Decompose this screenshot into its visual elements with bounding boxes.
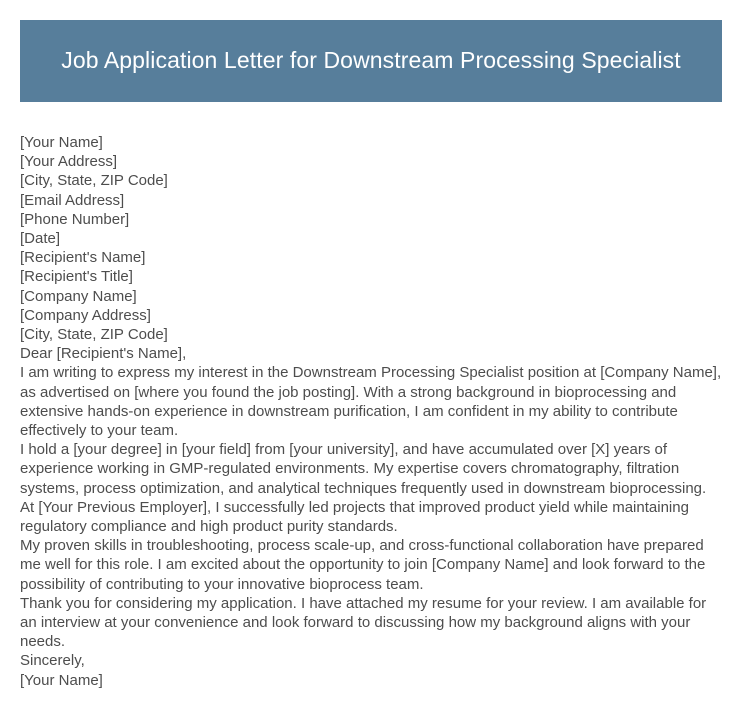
recipient-line: [Company Address] [20,306,151,324]
body-paragraph: Thank you for considering my application. I have attached my resume for your review. I am available for an interview at your convenience and look forward to discussing how my background aligns with your needs. [20,594,707,651]
recipient-line: [City, State, ZIP Code] [20,326,168,344]
closing: Sincerely, [20,652,85,670]
signature: [Your Name] [20,671,103,689]
recipient-address-block [20,248,723,344]
recipient-line: [Recipient's Name] [20,249,146,267]
sender-line: [Your Name] [20,134,103,151]
body-paragraph: I hold a [your degree] in [your field] from [your university], and have accumulated over [X] years of experience working in GMP-regulated environments. My expertise covers chromatography, filtration systems, process optimization, and analytical techniques frequently used in downstream bioprocessing. At [Your Previous Employer], I successfully led projects that improved product yield while maintaining regulatory compliance and high product purity standards. [20,441,707,536]
sender-address-block [20,133,723,248]
recipient-line: [Company Name] [20,287,137,305]
page-title: Job Application Letter for Downstream Processing Specialist [61,47,681,74]
sender-line: [Email Address] [20,191,125,209]
sender-line: [City, State, ZIP Code] [20,172,168,190]
body-paragraph: I am writing to express my interest in the Downstream Processing Specialist position at [Company Name], as advertised on [where you found the job posting]. With a strong background in bioprocessing and extensive hands-on experience in downstream purification, I am confident in my ability to contribute effectively to your team. [20,364,722,440]
salutation: Dear [Recipient's Name], [20,345,187,363]
sender-line: [Phone Number] [20,210,130,228]
letter-body [20,133,723,690]
body-paragraph: My proven skills in troubleshooting, process scale-up, and cross-functional collaboration have prepared me well for this role. I am excited about the opportunity to join [Company Name] and look forward to the possibility of contributing to your innovative bioprocess team. [20,537,706,593]
recipient-line: [Recipient's Title] [20,268,133,286]
header-banner [20,20,722,102]
sender-line: [Date] [20,230,61,248]
sender-line: [Your Address] [20,153,118,171]
